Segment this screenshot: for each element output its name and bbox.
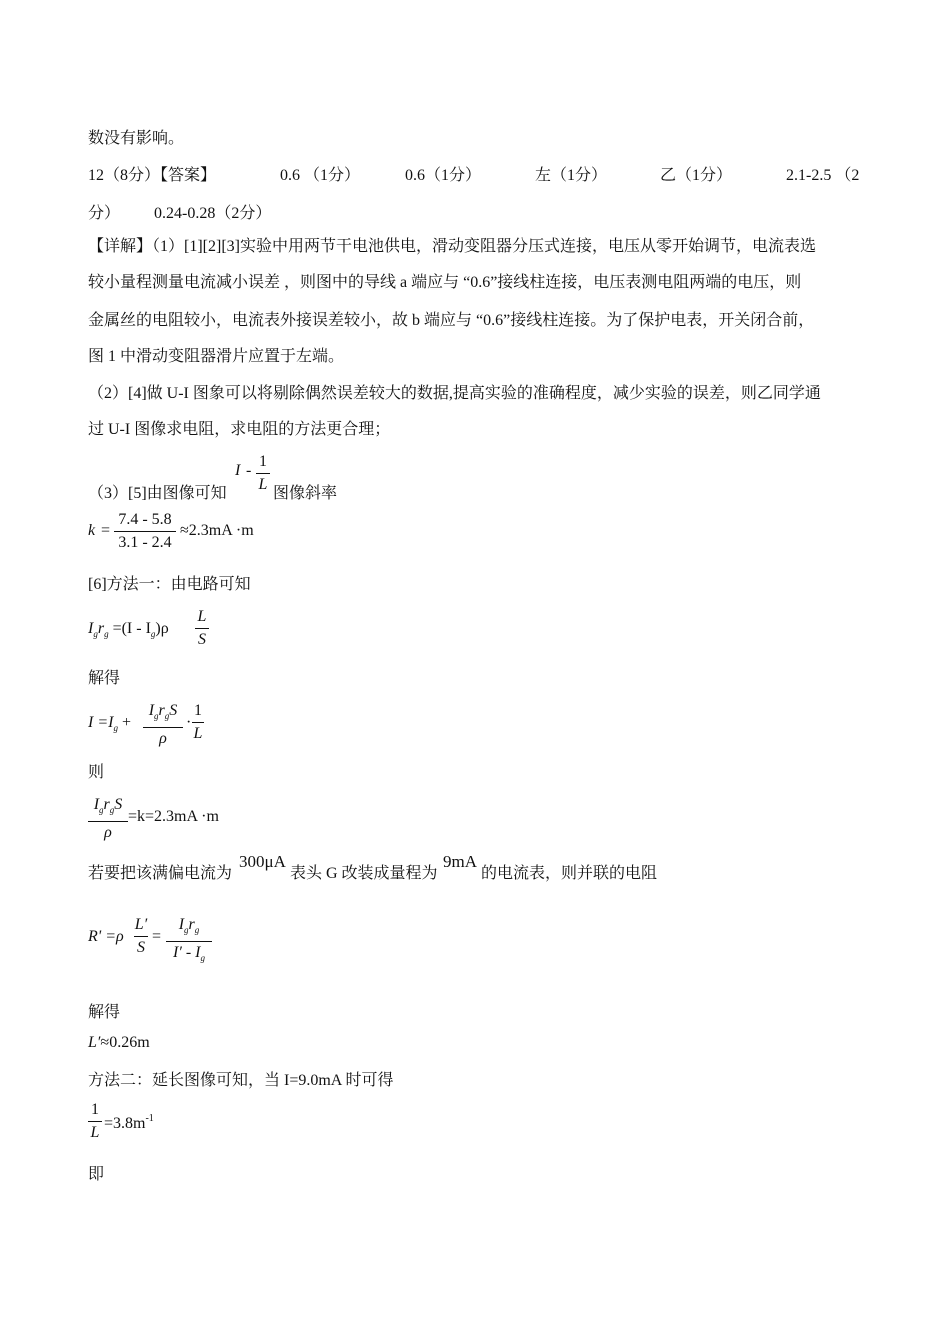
- numerator: 1: [259, 453, 267, 470]
- answer-label: 12（8分）【答案】: [88, 167, 217, 184]
- formula-eq: =: [101, 522, 111, 539]
- fraction-bar: [256, 473, 270, 474]
- fraction-bar: [114, 531, 176, 532]
- text-line: 即: [88, 1166, 105, 1183]
- answer-5-cont: 分）: [88, 205, 121, 222]
- formula-R-prime: R' =ρ: [88, 928, 124, 945]
- text-line: 解得: [88, 670, 121, 687]
- numerator: 7.4 - 5.8: [118, 511, 172, 528]
- formula-eq: =: [152, 928, 162, 945]
- formula-solve: $I =I_g$ +: [88, 714, 131, 733]
- answer-3: 左（1分）: [535, 167, 608, 184]
- formula-I: I: [235, 462, 241, 479]
- text-line: （3）[5]由图像可知: [88, 485, 227, 502]
- fraction-1-over-L: 1 L: [193, 702, 203, 742]
- fraction-L-over-S: L S: [195, 607, 209, 650]
- formula-dot: ·: [186, 714, 192, 731]
- text-line: 图像斜率: [273, 485, 338, 502]
- value-300uA: 300μA: [239, 852, 286, 871]
- text-line: 图 1 中滑动变阻器滑片应置于左端。: [88, 348, 345, 365]
- fraction-1-over-L: [256, 452, 270, 495]
- fraction-1-over-L: 1 L: [88, 1100, 102, 1143]
- formula-circuit: $I_gr_g =(I - I_g)\rho$: [88, 620, 169, 639]
- answer-6: 0.24-0.28（2分）: [154, 205, 272, 222]
- formula-Lprime: L′≈0.26m: [88, 1034, 150, 1051]
- text-line: 较小量程测量电流减小误差 ，则图中的导线 a 端应与 “0.6”接线柱连接，电压表测电阻两端的电压，则: [88, 274, 802, 291]
- formula-k: k: [88, 522, 96, 539]
- formula-value: =k=2.3mA ·m: [128, 808, 219, 825]
- text-line: 解得: [88, 1004, 121, 1021]
- fraction-Igrg-over-Iprime-minus-Ig: $I_gr_g$ $I' - I_g$: [166, 915, 212, 968]
- answer-5: 2.1-2.5 （2: [786, 167, 860, 184]
- text-line: 过 U-I 图像求电阻，求电阻的方法更合理；: [88, 421, 391, 438]
- fraction-Lprime-over-S: L′ S: [134, 916, 148, 956]
- text-line: （2）[4]做 U-I 图象可以将剔除偶然误差较大的数据,提高实验的准确程度，减少实验的误差，则乙同学通: [88, 385, 821, 402]
- text-line: 数没有影响。: [88, 130, 185, 147]
- formula-value: $=3.8m^{-1}$: [104, 1113, 154, 1132]
- formula-value: ≈2.3mA ·m: [180, 522, 254, 539]
- text-line: 则: [88, 764, 105, 781]
- text-line: 的电流表，则并联的电阻: [481, 865, 658, 882]
- answer-1: 0.6 （1分）: [280, 167, 361, 184]
- text-line: 金属丝的电阻较小，电流表外接误差较小，故 b 端应与 “0.6”接线柱连接。为了保护电表，开关闭合前，: [88, 312, 815, 329]
- text-line: 方法二：延长图像可知，当 I=9.0mA 时可得: [88, 1072, 394, 1089]
- fraction-IgrgS-over-rho: $I_gr_gS$ ρ: [143, 701, 183, 749]
- value-9mA: 9mA: [443, 852, 477, 871]
- denominator: 3.1 - 2.4: [118, 534, 172, 551]
- answer-4: 乙（1分）: [660, 167, 733, 184]
- formula-minus: -: [246, 462, 252, 479]
- text-line: [6]方法一：由电路可知: [88, 576, 251, 593]
- fraction-slope: [114, 510, 176, 553]
- text-line: 【详解】（1）[1][2][3]实验中用两节干电池供电，滑动变阻器分压式连接，电压从零开始调节，电流表选: [88, 238, 816, 255]
- text-line: 表头 G 改装成量程为: [290, 865, 438, 882]
- text-line: 若要把该满偏电流为: [88, 865, 233, 882]
- fraction-IgrgS-over-rho: $I_gr_gS$ ρ: [88, 795, 128, 843]
- denominator: L: [258, 476, 268, 493]
- answer-2: 0.6（1分）: [405, 167, 482, 184]
